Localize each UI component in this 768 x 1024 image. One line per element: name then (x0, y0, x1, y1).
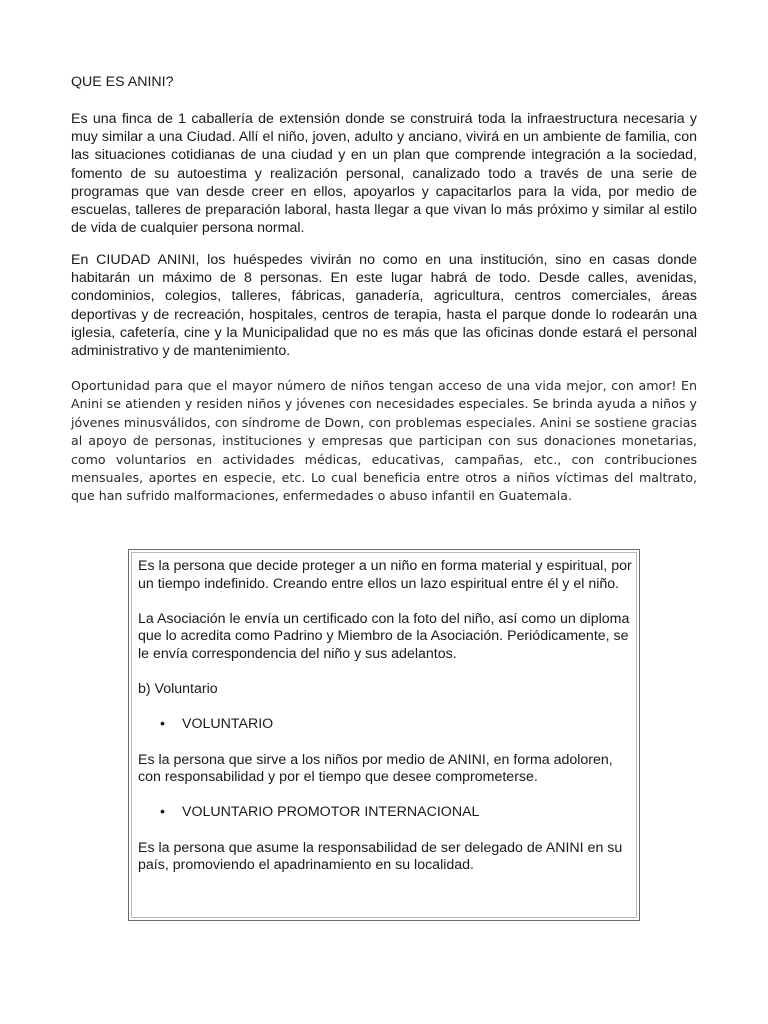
info-box-content (138, 558, 634, 892)
paragraph-finca: Es una finca de 1 caballería de extensión donde se construirá toda la infraestructura necesaria y muy similar a una Ciudad. Allí el niño, joven, adulto y anciano, vivirá en un ambiente de familia, con las situaciones cotidianas de una ciudad y en un plan que comprende integración a la sociedad, fomento de su autoestima y realización personal, canalizado todo a través de una serie de programas que van desde creer en ellos, apoyarlos y capacitarlos para la vida, por medio de escuelas, talleres de preparación laboral, hasta llegar a que vivan lo más próximo y similar al estilo de vida de cualquier persona normal. (71, 111, 697, 237)
box-paragraph-padrino: Es la persona que decide proteger a un niño en forma material y espiritual, por un tiempo indefinido. Creando entre ellos un lazo espiritual entre él y el niño. (138, 558, 632, 592)
paragraph-oportunidad: Oportunidad para que el mayor número de niños tengan acceso de una vida mejor, con amor! En Anini se atienden y residen niños y jóvenes con necesidades especiales. Se brinda ayuda a niños y jóvenes minusválidos, con síndrome de Down, con problemas especiales. Anini se sostiene gracias al apoyo de personas, instituciones y empresas que participan con sus donaciones monetarias, como voluntarios en actividades médicas, educativas, campañas, etc., con contribuciones mensuales, aportes en especie, etc. Lo cual beneficia entre otros a niños víctimas del maltrato, que han sufrido malformaciones, enfermedades o abuso infantil en Guatemala. (71, 378, 697, 504)
page-title: QUE ES ANINI? (71, 74, 174, 90)
box-paragraph-voluntario: Es la persona que sirve a los niños por medio de ANINI, en forma adoloren, con responsabilidad y por el tiempo que desee comprometerse. (138, 751, 613, 786)
box-paragraph-promotor: Es la persona que asume la responsabilidad de ser delegado de ANINI en su país, promoviendo el apadrinamiento en su localidad. (138, 839, 623, 874)
bullet-label: VOLUNTARIO PROMOTOR INTERNACIONAL (182, 804, 480, 821)
bullet-icon: • (160, 716, 165, 733)
bullet-item-promotor (138, 804, 634, 822)
bullet-icon: • (160, 804, 165, 821)
bullet-label: VOLUNTARIO (182, 716, 274, 733)
info-box (128, 549, 640, 921)
box-subheading-voluntario: b) Voluntario (138, 681, 218, 698)
box-paragraph-certificado: La Asociación le envía un certificado con la foto del niño, así como un diploma que lo acredita como Padrino y Miembro de la Asociación. Periódicamente, se le envía correspondencia del niño y sus adelantos. (138, 610, 630, 662)
paragraph-ciudad-anini: En CIUDAD ANINI, los huéspedes vivirán no como en una institución, sino en casas donde habitarán un máximo de 8 personas. En este lugar habrá de todo. Desde calles, avenidas, condominios, colegios, talleres, fábricas, ganadería, agricultura, centros comerciales, áreas deportivas y de recreación, hospitales, centros de terapia, hasta el parque donde lo rodearán una iglesia, cafetería, cine y la Municipalidad que no es más que las oficinas donde estará el personal administrativo y de mantenimiento. (71, 252, 697, 360)
bullet-item-voluntario (138, 716, 634, 734)
